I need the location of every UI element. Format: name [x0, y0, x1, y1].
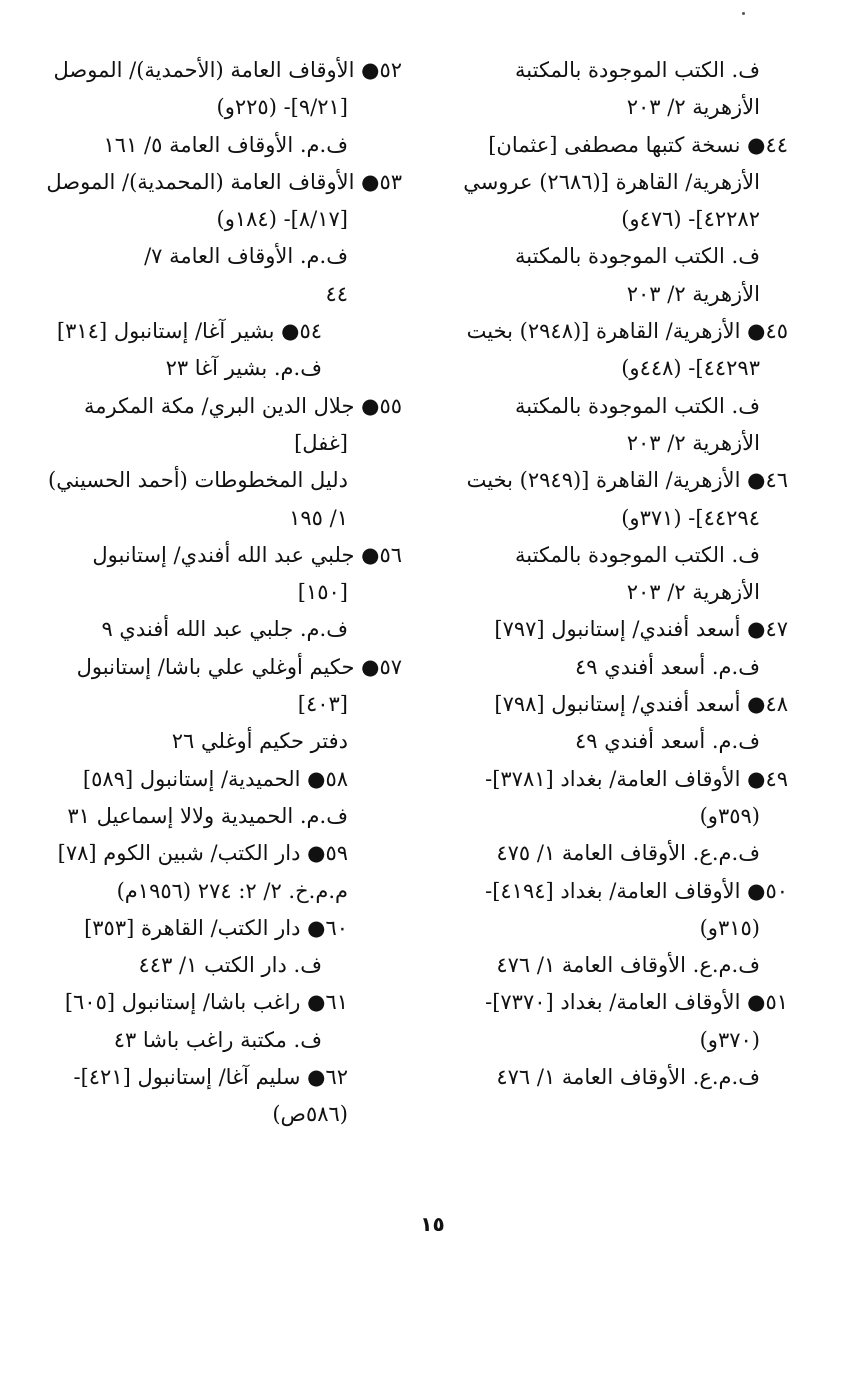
- left-column-line: [62, 388, 402, 425]
- right-column-line-text: ٤٤● نسخة كتبها مصطفى [عثمان]: [488, 132, 788, 157]
- right-column-line: [440, 723, 788, 760]
- right-column-line: [440, 873, 788, 910]
- left-column-line-text: ٥٤● بشير آغا/ إستانبول [٣١٤]: [56, 319, 322, 344]
- left-column-line-text: ٦٠● دار الكتب/ القاهرة [٣٥٣]: [84, 915, 348, 940]
- left-column-line-text: ف.م. الحميدية ولالا إسماعيل ٣١: [67, 803, 348, 828]
- right-column: [440, 52, 788, 1096]
- left-column-line-text: ٥٢● الأوقاف العامة (الأحمدية)/ الموصل: [53, 58, 402, 82]
- left-column-line: [62, 947, 402, 984]
- right-column-line: [440, 238, 788, 275]
- right-column-line: [440, 500, 788, 537]
- right-column-line-text: ف. الكتب الموجودة بالمكتبة: [515, 58, 760, 82]
- right-column-line-text: (٣٧٠و): [699, 1027, 760, 1052]
- right-column-line: [440, 984, 788, 1021]
- right-column-line: [440, 611, 788, 648]
- right-column-line: [440, 127, 788, 164]
- left-column-line-text: ٤٤: [325, 281, 348, 306]
- right-column-line-text: ف.م. أسعد أفندي ٤٩: [575, 654, 760, 679]
- right-column-line-text: ٤٢٢٨٢]- (٤٧٦و): [621, 207, 760, 232]
- left-column-line: [62, 798, 402, 835]
- left-column-line: [62, 425, 402, 462]
- right-column-line-text: ف.م.ع. الأوقاف العامة ١/ ٤٧٥: [496, 841, 760, 866]
- left-column-line: [62, 611, 402, 648]
- right-column-line: [440, 761, 788, 798]
- right-column-line-text: ٤٤٢٩٤]- (٣٧١و): [621, 505, 760, 530]
- right-column-line-text: ٤٩● الأوقاف العامة/ بغداد [٣٧٨١]-: [485, 766, 788, 791]
- right-column-line-text: الأزهرية ٢/ ٢٠٣: [626, 430, 760, 455]
- left-column-line: [62, 649, 402, 686]
- left-column-line: [62, 1096, 402, 1133]
- left-column: [46, 52, 402, 1134]
- left-column-line: [62, 574, 402, 611]
- left-column-line-text: ف. دار الكتب ١/ ٤٤٣: [138, 953, 322, 978]
- left-column-line: [62, 201, 402, 238]
- right-column-line: [440, 52, 788, 89]
- left-column-line-text: [٩/٢١]- (٢٢٥و): [216, 95, 348, 120]
- right-column-line: [440, 388, 788, 425]
- left-column-line: [62, 276, 402, 313]
- scan-speck: [742, 12, 745, 15]
- right-column-line-text: الأزهرية ٢/ ٢٠٣: [626, 281, 760, 306]
- left-column-line-text: [١٥٠]: [297, 580, 348, 605]
- left-column-line: [62, 537, 402, 574]
- right-column-line: [440, 649, 788, 686]
- right-column-line-text: ٤٤٢٩٣]- (٤٤٨و): [621, 356, 760, 381]
- left-column-line-text: ف.م. جلبي عبد الله أفندي ٩: [101, 617, 348, 642]
- right-column-line-text: ف. الكتب الموجودة بالمكتبة: [515, 393, 760, 418]
- left-column-line-text: [٤٠٣]: [297, 692, 348, 717]
- left-column-line-text: م.م.خ. ٢/ ٢: ٢٧٤ (١٩٥٦م): [116, 878, 348, 903]
- right-column-line: [440, 835, 788, 872]
- right-column-line-text: ف.م.ع. الأوقاف العامة ١/ ٤٧٦: [496, 1065, 760, 1090]
- right-column-line-text: ٤٦● الأزهرية/ القاهرة [(٢٩٤٩) بخيت: [466, 468, 788, 493]
- right-column-line: [440, 1059, 788, 1096]
- right-column-line: [440, 164, 788, 201]
- left-column-line-text: ف. مكتبة راغب باشا ٤٣: [113, 1027, 322, 1052]
- left-column-line-text: [غفل]: [294, 430, 348, 455]
- right-column-line-text: (٣١٥و): [699, 915, 760, 940]
- right-column-line-text: ٤٥● الأزهرية/ القاهرة [(٢٩٤٨) بخيت: [466, 319, 788, 344]
- left-column-line-text: ٦١● راغب باشا/ إستانبول [٦٠٥]: [64, 990, 348, 1015]
- right-column-line: [440, 910, 788, 947]
- left-column-line: [62, 238, 402, 275]
- right-column-line-text: (٣٥٩و): [699, 803, 760, 828]
- right-column-line: [440, 798, 788, 835]
- left-column-line: [62, 89, 402, 126]
- right-column-line-text: ف. الكتب الموجودة بالمكتبة: [515, 542, 760, 567]
- left-column-line-text: ف.م. الأوقاف العامة ٥/ ١٦١: [103, 132, 348, 157]
- right-column-line-text: ف. الكتب الموجودة بالمكتبة: [515, 244, 760, 269]
- left-column-line: [62, 910, 402, 947]
- left-column-line: [62, 127, 402, 164]
- left-column-line: [62, 1059, 402, 1096]
- left-column-line: [62, 686, 402, 723]
- left-column-line: [62, 873, 402, 910]
- left-column-line-text: ٥٨● الحميدية/ إستانبول [٥٨٩]: [82, 766, 348, 791]
- right-column-line-text: ٥٠● الأوقاف العامة/ بغداد [٤١٩٤]-: [485, 878, 788, 903]
- left-column-line-text: (٥٨٦ص): [272, 1102, 348, 1127]
- left-column-line: [56, 313, 402, 350]
- right-column-line-text: الأزهرية/ القاهرة [(٢٦٨٦) عروسي: [463, 169, 760, 194]
- left-column-line: [53, 52, 402, 89]
- right-column-line: [440, 425, 788, 462]
- left-column-line: [62, 984, 402, 1021]
- left-column-line-text: ف.م. بشير آغا ٢٣: [165, 356, 322, 381]
- right-column-line: [440, 462, 788, 499]
- left-column-line: [62, 761, 402, 798]
- left-column-line: [46, 164, 402, 201]
- right-column-line: [440, 574, 788, 611]
- right-column-line-text: ف.م.ع. الأوقاف العامة ١/ ٤٧٦: [496, 953, 760, 978]
- page-number: ١٥: [420, 1212, 445, 1236]
- left-column-line: [57, 835, 402, 872]
- right-column-line-text: ٤٧● أسعد أفندي/ إستانبول [٧٩٧]: [494, 617, 788, 642]
- left-column-line-text: [٨/١٧]- (١٨٤و): [216, 207, 348, 232]
- right-column-line-text: ٥١● الأوقاف العامة/ بغداد [٧٣٧٠]-: [485, 990, 788, 1015]
- left-column-line-text: دليل المخطوطات (أحمد الحسيني): [48, 468, 348, 493]
- left-column-line-text: ٦٢● سليم آغا/ إستانبول [٤٢١]-: [73, 1065, 348, 1090]
- left-column-line: [62, 1022, 402, 1059]
- right-column-line-text: الأزهرية ٢/ ٢٠٣: [626, 95, 760, 120]
- left-column-line-text: دفتر حكيم أوغلي ٢٦: [171, 729, 348, 754]
- right-column-line: [440, 89, 788, 126]
- right-column-line: [440, 313, 788, 350]
- left-column-line-text: ١/ ١٩٥: [289, 505, 348, 530]
- right-column-line: [440, 537, 788, 574]
- left-column-line-text: ٥٧● حكيم أوغلي علي باشا/ إستانبول: [76, 654, 402, 679]
- right-column-line: [440, 947, 788, 984]
- left-column-line: [62, 500, 402, 537]
- right-column-line-text: ٤٨● أسعد أفندي/ إستانبول [٧٩٨]: [494, 692, 788, 717]
- left-column-line: [62, 723, 402, 760]
- left-column-line-text: ٥٩● دار الكتب/ شبين الكوم [٧٨]: [57, 841, 348, 866]
- right-column-line: [440, 350, 788, 387]
- right-column-line-text: ف.م. أسعد أفندي ٤٩: [575, 729, 760, 754]
- left-column-line: [48, 462, 402, 499]
- right-column-line: [440, 276, 788, 313]
- right-column-line-text: الأزهرية ٢/ ٢٠٣: [626, 580, 760, 605]
- left-column-line-text: ٥٣● الأوقاف العامة (المحمدية)/ الموصل: [46, 169, 402, 194]
- right-column-line: [440, 686, 788, 723]
- left-column-line-text: ٥٥● جلال الدين البري/ مكة المكرمة: [84, 393, 402, 418]
- right-column-line: [440, 1022, 788, 1059]
- left-column-line: [62, 350, 402, 387]
- left-column-line-text: ٥٦● جلبي عبد الله أفندي/ إستانبول: [92, 542, 402, 567]
- right-column-line: [440, 201, 788, 238]
- left-column-line-text: ف.م. الأوقاف العامة ٧/: [144, 244, 348, 269]
